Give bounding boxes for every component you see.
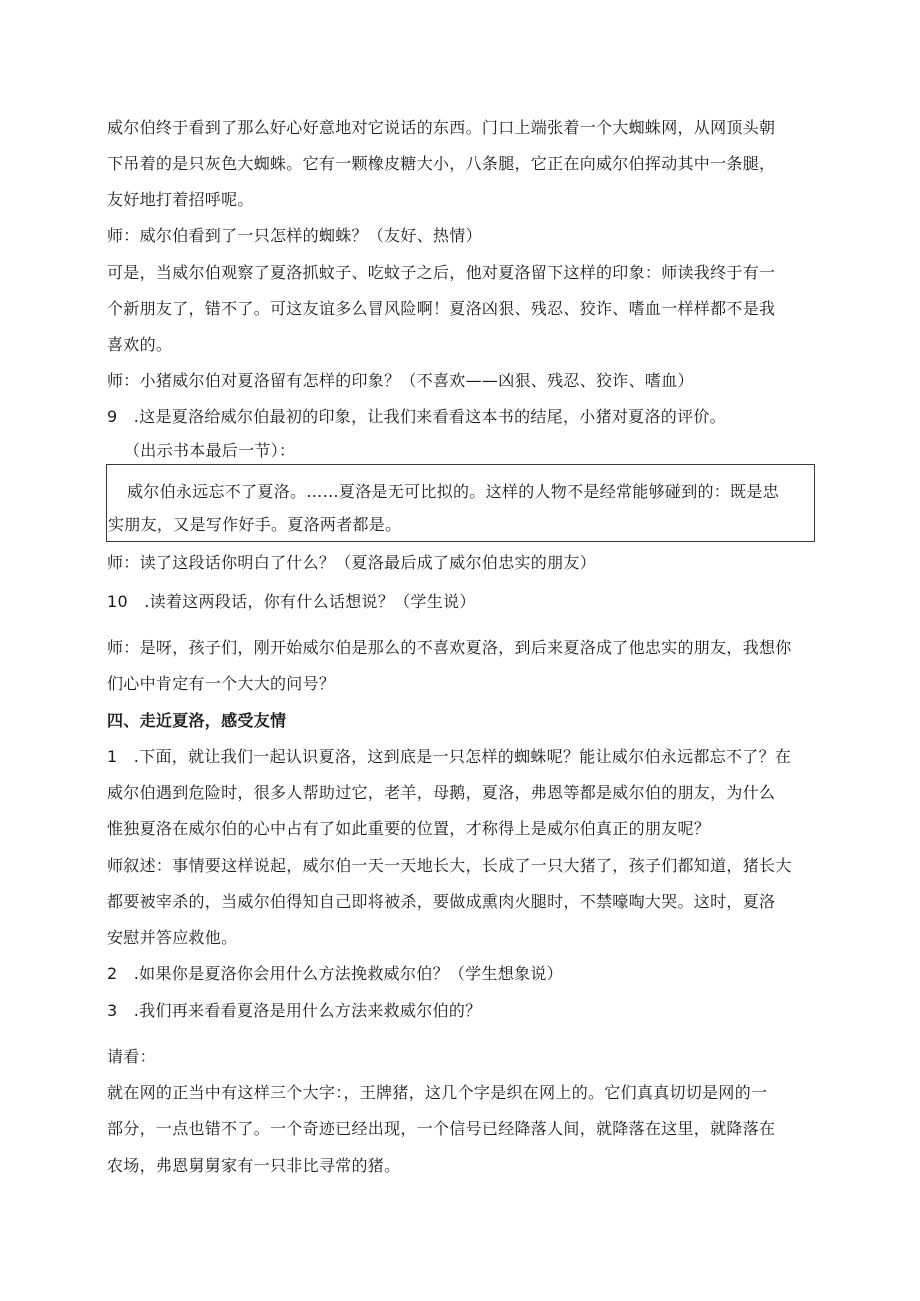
text-line: 友好地打着招呼呢。 — [107, 190, 254, 209]
text-line: 们心中肯定有一个大大的问号？ — [107, 674, 336, 693]
text-line: 喜欢的。 — [107, 335, 173, 354]
quote-line: 威尔伯永远忘不了夏洛。……夏洛是无可比拟的。这样的人物不是经常能够碰到的：既是忠 — [127, 482, 780, 501]
teacher-question: 师：小猪威尔伯对夏洛留有怎样的印象？（不喜欢——凶狠、残忍、狡诈、嗜血） — [107, 371, 694, 390]
text-line: 惟独夏洛在威尔伯的心中占有了如此重要的位置，才称得上是威尔伯真正的朋友呢？ — [107, 819, 711, 838]
text-line: 威尔伯终于看到了那么好心好意地对它说话的东西。门口上端张着一个大蜘蛛网，从网顶头朝 — [107, 118, 776, 137]
text-line: 下吊着的是只灰色大蜘蛛。它有一颗橡皮糖大小，八条腿，它正在向威尔伯挥动其中一条腿， — [107, 154, 776, 173]
text-line: 就在网的正当中有这样三个大字：，王牌猪，这几个字是织在网上的。它们真真切切是网的一 — [107, 1083, 768, 1102]
numbered-item: 2 .如果你是夏洛你会用什么方法挽救威尔伯？（学生想象说） — [107, 964, 563, 983]
text-line: 师：是呀，孩子们，刚开始威尔伯是那么的不喜欢夏洛，到后来夏洛成了他忠实的朋友，我想你 — [107, 638, 792, 657]
numbered-item: 1 .下面，就让我们一起认识夏洛，这到底是一只怎样的蜘蛛呢？能让威尔伯永远都忘不了？在 — [107, 747, 792, 766]
numbered-item: 9 .这是夏洛给威尔伯最初的印象，让我们来看看这本书的结尾，小猪对夏洛的评价。 — [107, 407, 726, 426]
numbered-item: 3 .我们再来看看夏洛是用什么方法来救威尔伯的？ — [107, 1001, 482, 1020]
text-line: 威尔伯遇到危险时，很多人帮助过它，老羊，母鹅，夏洛，弗恩等都是威尔伯的朋友，为什么 — [107, 783, 776, 802]
quote-line: 实朋友，又是写作好手。夏洛两者都是。 — [108, 515, 402, 534]
text-line: 农场，弗恩舅舅家有一只非比寻常的猪。 — [107, 1156, 401, 1175]
teacher-question: 师：威尔伯看到了一只怎样的蜘蛛？（友好、热情） — [107, 226, 482, 245]
text-line: 都要被宰杀的，当威尔伯得知自己即将被杀，要做成熏肉火腿时，不禁嚎啕大哭。这时，夏洛 — [107, 892, 776, 911]
text-line: 请看： — [107, 1047, 156, 1066]
quote-box — [106, 464, 815, 542]
teacher-question: 师：读了这段话你明白了什么？（夏洛最后成了威尔伯忠实的朋友） — [107, 553, 597, 572]
text-line: 部分，一点也错不了。一个奇迹已经出现，一个信号已经降落人间，就降落在这里，就降落在 — [107, 1119, 776, 1138]
text-line: 可是，当威尔伯观察了夏洛抓蚊子、吃蚊子之后，他对夏洛留下这样的印象：师读我终于有一 — [107, 263, 776, 282]
text-line: 安慰并答应救他。 — [107, 928, 238, 947]
text-line: 师叙述：事情要这样说起，威尔伯一天一天地长大，长成了一只大猪了，孩子们都知道，猪长大 — [107, 856, 792, 875]
text-line: 个新朋友了，错不了。可这友谊多么冒风险啊！夏洛凶狠、残忍、狡诈、嗜血一样样都不是我 — [107, 299, 776, 318]
section-heading: 四、走近夏洛，感受友情 — [107, 711, 287, 730]
text-line: （出示书本最后一节）： — [124, 441, 296, 460]
numbered-item: 10 .读着这两段话，你有什么话想说？（学生说） — [107, 592, 476, 611]
